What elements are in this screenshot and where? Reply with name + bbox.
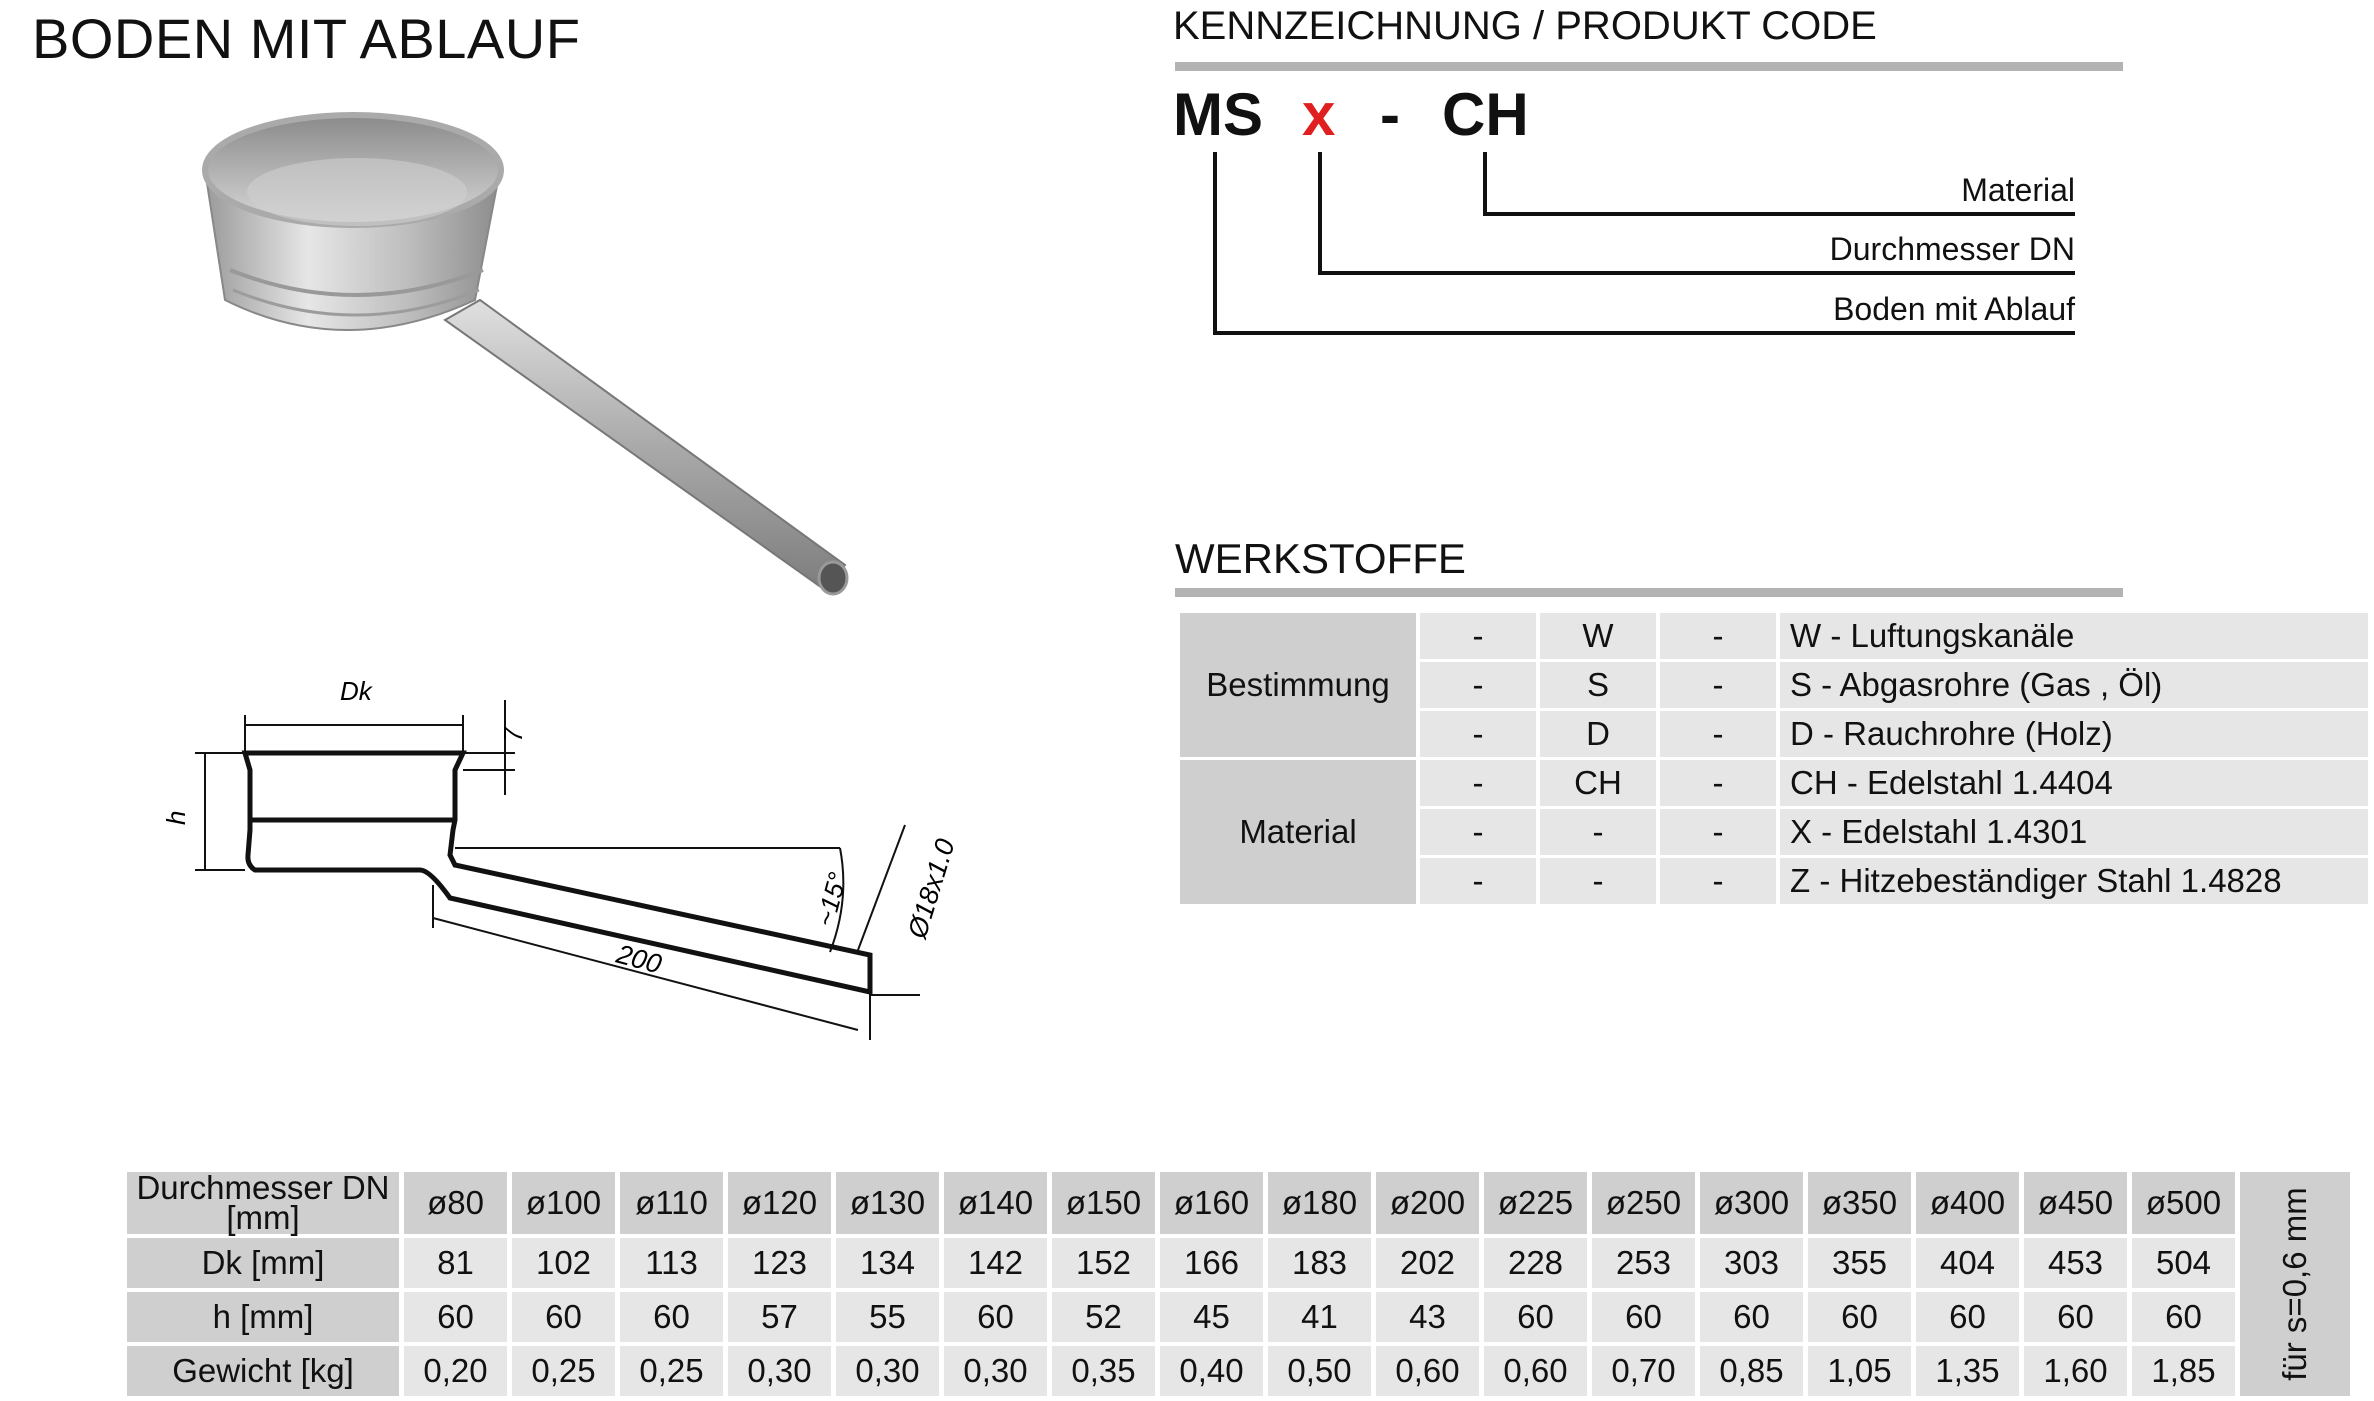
table-cell: 134 xyxy=(836,1238,939,1288)
dim-angle: ~15° xyxy=(809,869,853,930)
code-ch: CH xyxy=(1442,81,1529,148)
werk-cell: - xyxy=(1660,760,1776,806)
table-cell: 60 xyxy=(2132,1292,2235,1342)
code-ms: MS xyxy=(1173,81,1263,148)
table-cell: 0,60 xyxy=(1484,1346,1587,1396)
table-cell: 0,85 xyxy=(1700,1346,1803,1396)
werk-group-material: Material xyxy=(1180,760,1416,904)
dim-7: 7 xyxy=(498,727,528,742)
table-cell: 60 xyxy=(2024,1292,2127,1342)
row-label-h: h [mm] xyxy=(127,1292,399,1342)
technical-drawing xyxy=(150,660,990,1060)
table-cell: 0,70 xyxy=(1592,1346,1695,1396)
table-cell: 1,35 xyxy=(1916,1346,2019,1396)
werk-row xyxy=(1180,760,2368,806)
werk-cell: - xyxy=(1660,711,1776,757)
table-cell: ø160 xyxy=(1160,1172,1263,1234)
table-cell: 60 xyxy=(944,1292,1047,1342)
table-cell: 60 xyxy=(1808,1292,1911,1342)
werk-cell: D xyxy=(1540,711,1656,757)
werk-cell: - xyxy=(1420,809,1536,855)
werk-cell: - xyxy=(1660,809,1776,855)
line-dn-h xyxy=(1318,271,2075,275)
werk-desc: W - Luftungskanäle xyxy=(1780,613,2368,659)
table-cell: 0,35 xyxy=(1052,1346,1155,1396)
table-cell: ø400 xyxy=(1916,1172,2019,1234)
werkstoffe-table xyxy=(1176,610,2372,907)
table-cell: 142 xyxy=(944,1238,1047,1288)
table-cell: 0,30 xyxy=(728,1346,831,1396)
werk-cell: - xyxy=(1540,858,1656,904)
row-label-gewicht: Gewicht [kg] xyxy=(127,1346,399,1396)
table-cell: 60 xyxy=(620,1292,723,1342)
page-title: BODEN MIT ABLAUF xyxy=(32,7,581,70)
kennzeichnung-rule xyxy=(1175,62,2123,71)
werk-cell: - xyxy=(1540,809,1656,855)
table-cell: ø140 xyxy=(944,1172,1047,1234)
table-cell: 60 xyxy=(1916,1292,2019,1342)
table-cell: ø450 xyxy=(2024,1172,2127,1234)
table-cell: 152 xyxy=(1052,1238,1155,1288)
table-cell: 228 xyxy=(1484,1238,1587,1288)
table-cell: 123 xyxy=(728,1238,831,1288)
dim-length: 200 xyxy=(613,938,665,980)
table-cell: 1,60 xyxy=(2024,1346,2127,1396)
werk-cell: - xyxy=(1420,760,1536,806)
table-row-gewicht xyxy=(127,1346,2350,1396)
table-cell: 55 xyxy=(836,1292,939,1342)
table-row-dk xyxy=(127,1238,2350,1288)
table-cell: ø300 xyxy=(1700,1172,1803,1234)
line-material-h xyxy=(1483,212,2075,216)
table-cell: 0,25 xyxy=(620,1346,723,1396)
table-cell: 81 xyxy=(404,1238,507,1288)
table-cell: 60 xyxy=(1700,1292,1803,1342)
table-cell: 57 xyxy=(728,1292,831,1342)
werk-row xyxy=(1180,613,2368,659)
werk-cell: S xyxy=(1540,662,1656,708)
table-cell: ø80 xyxy=(404,1172,507,1234)
table-cell: 60 xyxy=(512,1292,615,1342)
line-boden-h xyxy=(1213,331,2075,335)
table-cell: 60 xyxy=(1484,1292,1587,1342)
table-cell: 60 xyxy=(1592,1292,1695,1342)
kennzeichnung-title: KENNZEICHNUNG / PRODUKT CODE xyxy=(1173,4,1877,48)
werk-cell: - xyxy=(1660,662,1776,708)
label-durchmesser: Durchmesser DN xyxy=(1829,231,2075,267)
table-cell: ø130 xyxy=(836,1172,939,1234)
table-row-dn xyxy=(127,1172,2350,1234)
table-cell: ø500 xyxy=(2132,1172,2235,1234)
table-cell: ø350 xyxy=(1808,1172,1911,1234)
table-cell: 0,20 xyxy=(404,1346,507,1396)
dim-h: h xyxy=(161,810,191,825)
table-cell: 355 xyxy=(1808,1238,1911,1288)
werk-cell: - xyxy=(1660,613,1776,659)
table-cell: 303 xyxy=(1700,1238,1803,1288)
werk-desc: CH - Edelstahl 1.4404 xyxy=(1780,760,2368,806)
dim-dk: Dk xyxy=(340,676,372,706)
table-cell: 0,25 xyxy=(512,1346,615,1396)
side-note-cell xyxy=(2240,1172,2350,1396)
row-label-dn: Durchmesser DN [mm] xyxy=(127,1172,399,1234)
table-cell: 404 xyxy=(1916,1238,2019,1288)
table-cell: 166 xyxy=(1160,1238,1263,1288)
werk-cell: - xyxy=(1420,858,1536,904)
table-cell: 52 xyxy=(1052,1292,1155,1342)
side-note: für s=0,6 mm xyxy=(2276,1187,2313,1381)
table-cell: 0,30 xyxy=(944,1346,1047,1396)
table-cell: ø150 xyxy=(1052,1172,1155,1234)
table-cell: 1,85 xyxy=(2132,1346,2235,1396)
werk-desc: Z - Hitzebeständiger Stahl 1.4828 xyxy=(1780,858,2368,904)
table-cell: 60 xyxy=(404,1292,507,1342)
table-cell: 453 xyxy=(2024,1238,2127,1288)
table-cell: 43 xyxy=(1376,1292,1479,1342)
code-x: x xyxy=(1302,81,1336,148)
table-cell: 202 xyxy=(1376,1238,1479,1288)
werk-cell: - xyxy=(1420,613,1536,659)
table-cell: ø180 xyxy=(1268,1172,1371,1234)
table-cell: 45 xyxy=(1160,1292,1263,1342)
werk-desc: X - Edelstahl 1.4301 xyxy=(1780,809,2368,855)
line-boden-v xyxy=(1213,152,1217,335)
table-cell: 41 xyxy=(1268,1292,1371,1342)
werkstoffe-title: WERKSTOFFE xyxy=(1175,535,1466,582)
dimensions-table xyxy=(122,1168,2355,1400)
table-cell: 113 xyxy=(620,1238,723,1288)
werkstoffe-rule xyxy=(1175,588,2123,597)
werk-desc: D - Rauchrohre (Holz) xyxy=(1780,711,2368,757)
table-cell: 0,40 xyxy=(1160,1346,1263,1396)
werk-group-bestimmung: Bestimmung xyxy=(1180,613,1416,757)
werk-cell: - xyxy=(1660,858,1776,904)
line-dn-v xyxy=(1318,152,1322,275)
werk-cell: - xyxy=(1420,711,1536,757)
table-cell: 183 xyxy=(1268,1238,1371,1288)
table-cell: 0,60 xyxy=(1376,1346,1479,1396)
table-cell: 102 xyxy=(512,1238,615,1288)
row-label-dk: Dk [mm] xyxy=(127,1238,399,1288)
table-cell: ø225 xyxy=(1484,1172,1587,1234)
werk-desc: S - Abgasrohre (Gas , Öl) xyxy=(1780,662,2368,708)
product-photo xyxy=(185,110,865,610)
table-cell: ø250 xyxy=(1592,1172,1695,1234)
table-cell: ø200 xyxy=(1376,1172,1479,1234)
table-cell: ø120 xyxy=(728,1172,831,1234)
dim-pipe: Ø18x1.0 xyxy=(902,835,961,942)
werk-cell: - xyxy=(1420,662,1536,708)
table-cell: 253 xyxy=(1592,1238,1695,1288)
table-cell: ø100 xyxy=(512,1172,615,1234)
table-row-h xyxy=(127,1292,2350,1342)
label-material: Material xyxy=(1961,172,2075,208)
table-cell: ø110 xyxy=(620,1172,723,1234)
table-cell: 0,30 xyxy=(836,1346,939,1396)
table-cell: 0,50 xyxy=(1268,1346,1371,1396)
code-dash: - xyxy=(1380,81,1400,148)
werk-cell: W xyxy=(1540,613,1656,659)
table-cell: 1,05 xyxy=(1808,1346,1911,1396)
table-cell: 504 xyxy=(2132,1238,2235,1288)
werk-cell: CH xyxy=(1540,760,1656,806)
label-boden: Boden mit Ablauf xyxy=(1833,291,2075,327)
